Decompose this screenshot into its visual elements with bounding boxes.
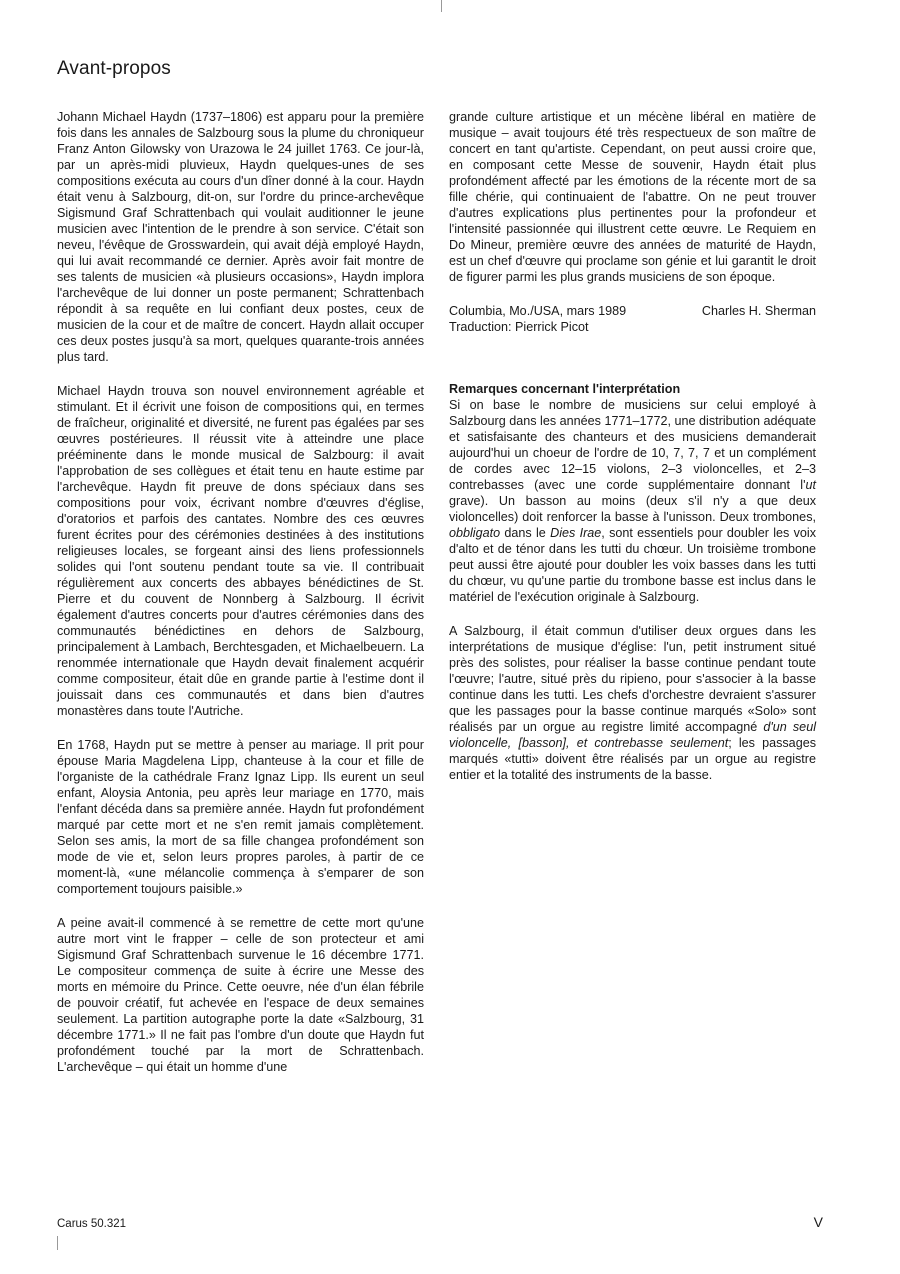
page-number: V bbox=[813, 1214, 823, 1230]
crop-mark bbox=[441, 0, 442, 12]
right-column bbox=[449, 109, 816, 801]
signature-author: Charles H. Sherman bbox=[701, 304, 816, 318]
paragraph-marriage: En 1768, Haydn put se mettre à penser au mariage. Il prit pour épouse Maria Magdelena Lipp, chanteuse à la cour et fille de l'organiste de la cathédrale Franz Ignaz Lipp. Ils eurent un seul enfant, Aloysia Antonia, peu après leur mariage en 1770, mais l'enfant décéda dans sa première année. Haydn fut profondément marqué par cette mort et ne s'en remit jamais complètement. Selon ses amis, la mort de sa fille changea profondément son mode de vie et, selon leurs propres paroles, à partir de ce moment-là, «une mélancolie commença à s'emparer de son comportement toujours paisible.» bbox=[57, 738, 424, 896]
paragraph-continuation: grande culture artistique et un mécène libéral en matière de musique – avait toujours été très respectueux de son maître de concert en tant qu'artiste. Cependant, on peut aussi croire que, en composant cette Messe de souvenir, Haydn était plus profondément affecté par les émotions de la récente mort de sa fille chérie, qui continuaient de l'abattre. On ne peut trouver d'autres explications plus pertinentes pour la profondeur et l'intensité passionnée qui illustrent cette œuvre. Le Requiem en Do Mineur, première œuvre des années de maturité de Haydn, est un chef d'œuvre qui proclame son génie et lui garantit le droit de figurer parmi les plus grands musiciens de son époque. bbox=[449, 110, 816, 284]
section-heading: Remarques concernant l'interprétation bbox=[449, 382, 681, 396]
remarks-1-italic-obbligato: obbligato bbox=[449, 526, 501, 540]
crop-mark bbox=[57, 1236, 58, 1250]
signature-place-date: Columbia, Mo./USA, mars 1989 bbox=[449, 304, 627, 318]
remarks-1-italic-ut: ut bbox=[805, 478, 816, 492]
remarks-2-text-a: A Salzbourg, il était commun d'utiliser deux orgues dans les interprétations de musique d'église: l'un, petit instrument situé près des solistes, pour réaliser la basse continue pendant toute l'œuvre; l'autre, situé près du ripieno, pour s'associer à la basse continue dans les tutti. Les chefs d'orchestre devraient s'assurer que les passages pour la basse continue marqués «Solo» sont réalisés par un orgue au registre limité accompagné bbox=[449, 624, 816, 734]
paragraph-remarks-1 bbox=[449, 397, 816, 605]
remarks-2-italic-instruments: d'un seul violoncelle, [basson], et contrebasse seulement bbox=[449, 720, 816, 750]
remarks-1-text-d: , sont essentiels pour doubler les voix d'alto et de ténor dans les tutti du chœur. Un troisième trombone peut aussi être ajouté pour doubler les voix basses dans les tutti du chœur, vu qu'une partie du trombone basse est inclus dans le matériel de l'exécution originale à Salzbourg. bbox=[449, 526, 816, 604]
signature-row bbox=[449, 303, 816, 319]
paragraph-environment: Michael Haydn trouva son nouvel environnement agréable et stimulant. Et il écrivit une foison de compositions qui, en termes de fraîcheur, originalité et diversité, ne furent pas égalées par ses œuvres postérieures. Il réussit vite à atteindre une place prééminente dans le monde musical de Salzbourg: il avait l'approbation de ses collègues et était tenu en haute estime par l'archevêque. Haydn fit preuve de dons spéciaux dans ses compositions pour voix, écrivant nombre d'œuvres d'église, d'oratorios et parfois des cantates. Nombre des ces œuvres furent écrites pour des cérémonies destinées à des institutions religieuses locales, se forgeant ainsi des liens professionnels solides qui l'ont soutenu pendant toute sa vie. Il contribuait régulièrement aux concerts des abbayes bénédictines de St. Pierre et du couvent de Nonnberg à Salzbourg. Il écrivit également d'autres concerts pour d'autres cérémonies dans des communautés bénédictines en dehors de Salzbourg, principalement à Lambach, Berchtesgaden, et Michaelbeuern. La renommée internationale que Haydn devait finalement acquérir comme compositeur, était dûe en grande partie à l'estime dont il jouissait dans ces communautés et dans bien d'autres monastères dans toute l'Autriche. bbox=[57, 384, 424, 718]
remarks-1-text-a: Si on base le nombre de musiciens sur celui employé à Salzbourg dans les années 1771–1772, une distribution adéquate et satisfaisante des chanteurs et des musiciens demanderait aujourd'hui un choeur de l'ordre de 10, 7, 7, 7 et un complément de cordes avec 12–15 violons, 2–3 violoncelles, et 2–3 contrebasses (avec une corde supplémentaire donnant l' bbox=[449, 398, 816, 492]
paragraph-remarks-2 bbox=[449, 623, 816, 783]
remarks-1-italic-dies-irae: Dies Irae bbox=[550, 526, 602, 540]
remarks-1-text-b: grave). Un basson au moins (deux s'il n'y a que deux violoncelles) doit renforcer la basse à l'unisson. Deux trombones, bbox=[449, 494, 816, 524]
translation-credit: Traduction: Pierrick Picot bbox=[449, 320, 589, 334]
paragraph-intro: Johann Michael Haydn (1737–1806) est apparu pour la première fois dans les annales de Salzbourg sous la plume du chroniqueur Franz Anton Gilowsky von Urazowa le 24 juillet 1763. Ce jour-là, par un après-midi pluvieux, Haydn quelques-unes de ses compositions exécuta au cours d'un dîner donné à la cour. Haydn était venu à Salzbourg, dit-on, sur l'ordre du prince-archevêque Sigismund Graf Schrattenbach qui voulait auditionner le jeune musicien avec l'intention de le prendre à son service. C'était son neveu, l'évêque de Grosswardein, qui avait déjà employé Haydn, qui lui avait recommandé ce dernier. Après avoir fait montre de ses talents de musicien «à plusieurs occasions», Haydn implora l'archevêque de lui donner un poste permanent; Schrattenbach répondit à sa requête en lui confiant deux postes, ceux de musicien de la cour et de maître de concert. Haydn allait occuper ces deux postes jusqu'à sa mort, quelques quarante-trois années plus tard. bbox=[57, 110, 424, 364]
catalog-number: Carus 50.321 bbox=[57, 1218, 127, 1230]
left-column bbox=[57, 109, 424, 1093]
signature-block bbox=[449, 303, 816, 335]
page-title: Avant-propos bbox=[57, 58, 171, 79]
paragraph-requiem: A peine avait-il commencé à se remettre de cette mort qu'une autre mort vint le frapper – celle de son protecteur et ami Sigismund Graf Schrattenbach survenue le 16 décembre 1771. Le compositeur commença de suite à écrire une Messe des morts en mémoire du Prince. Cette oeuvre, née d'un élan fébrile de pouvoir créatif, fut achevée en l'espace de deux semaines seulement. La partition autographe porte la date «Salzbourg, 31 décembre 1771.» Il ne fait pas l'ombre d'un doute que Haydn fut profondément touché par la mort de Schrattenbach. L'archevêque – qui était un homme d'une bbox=[57, 916, 424, 1074]
remarks-2-text-b: ; les passages marqués «tutti» doivent être réalisés par un orgue au registre entier et la totalité des instruments de la basse. bbox=[449, 736, 816, 782]
remarks-1-text-c: dans le bbox=[500, 526, 551, 540]
